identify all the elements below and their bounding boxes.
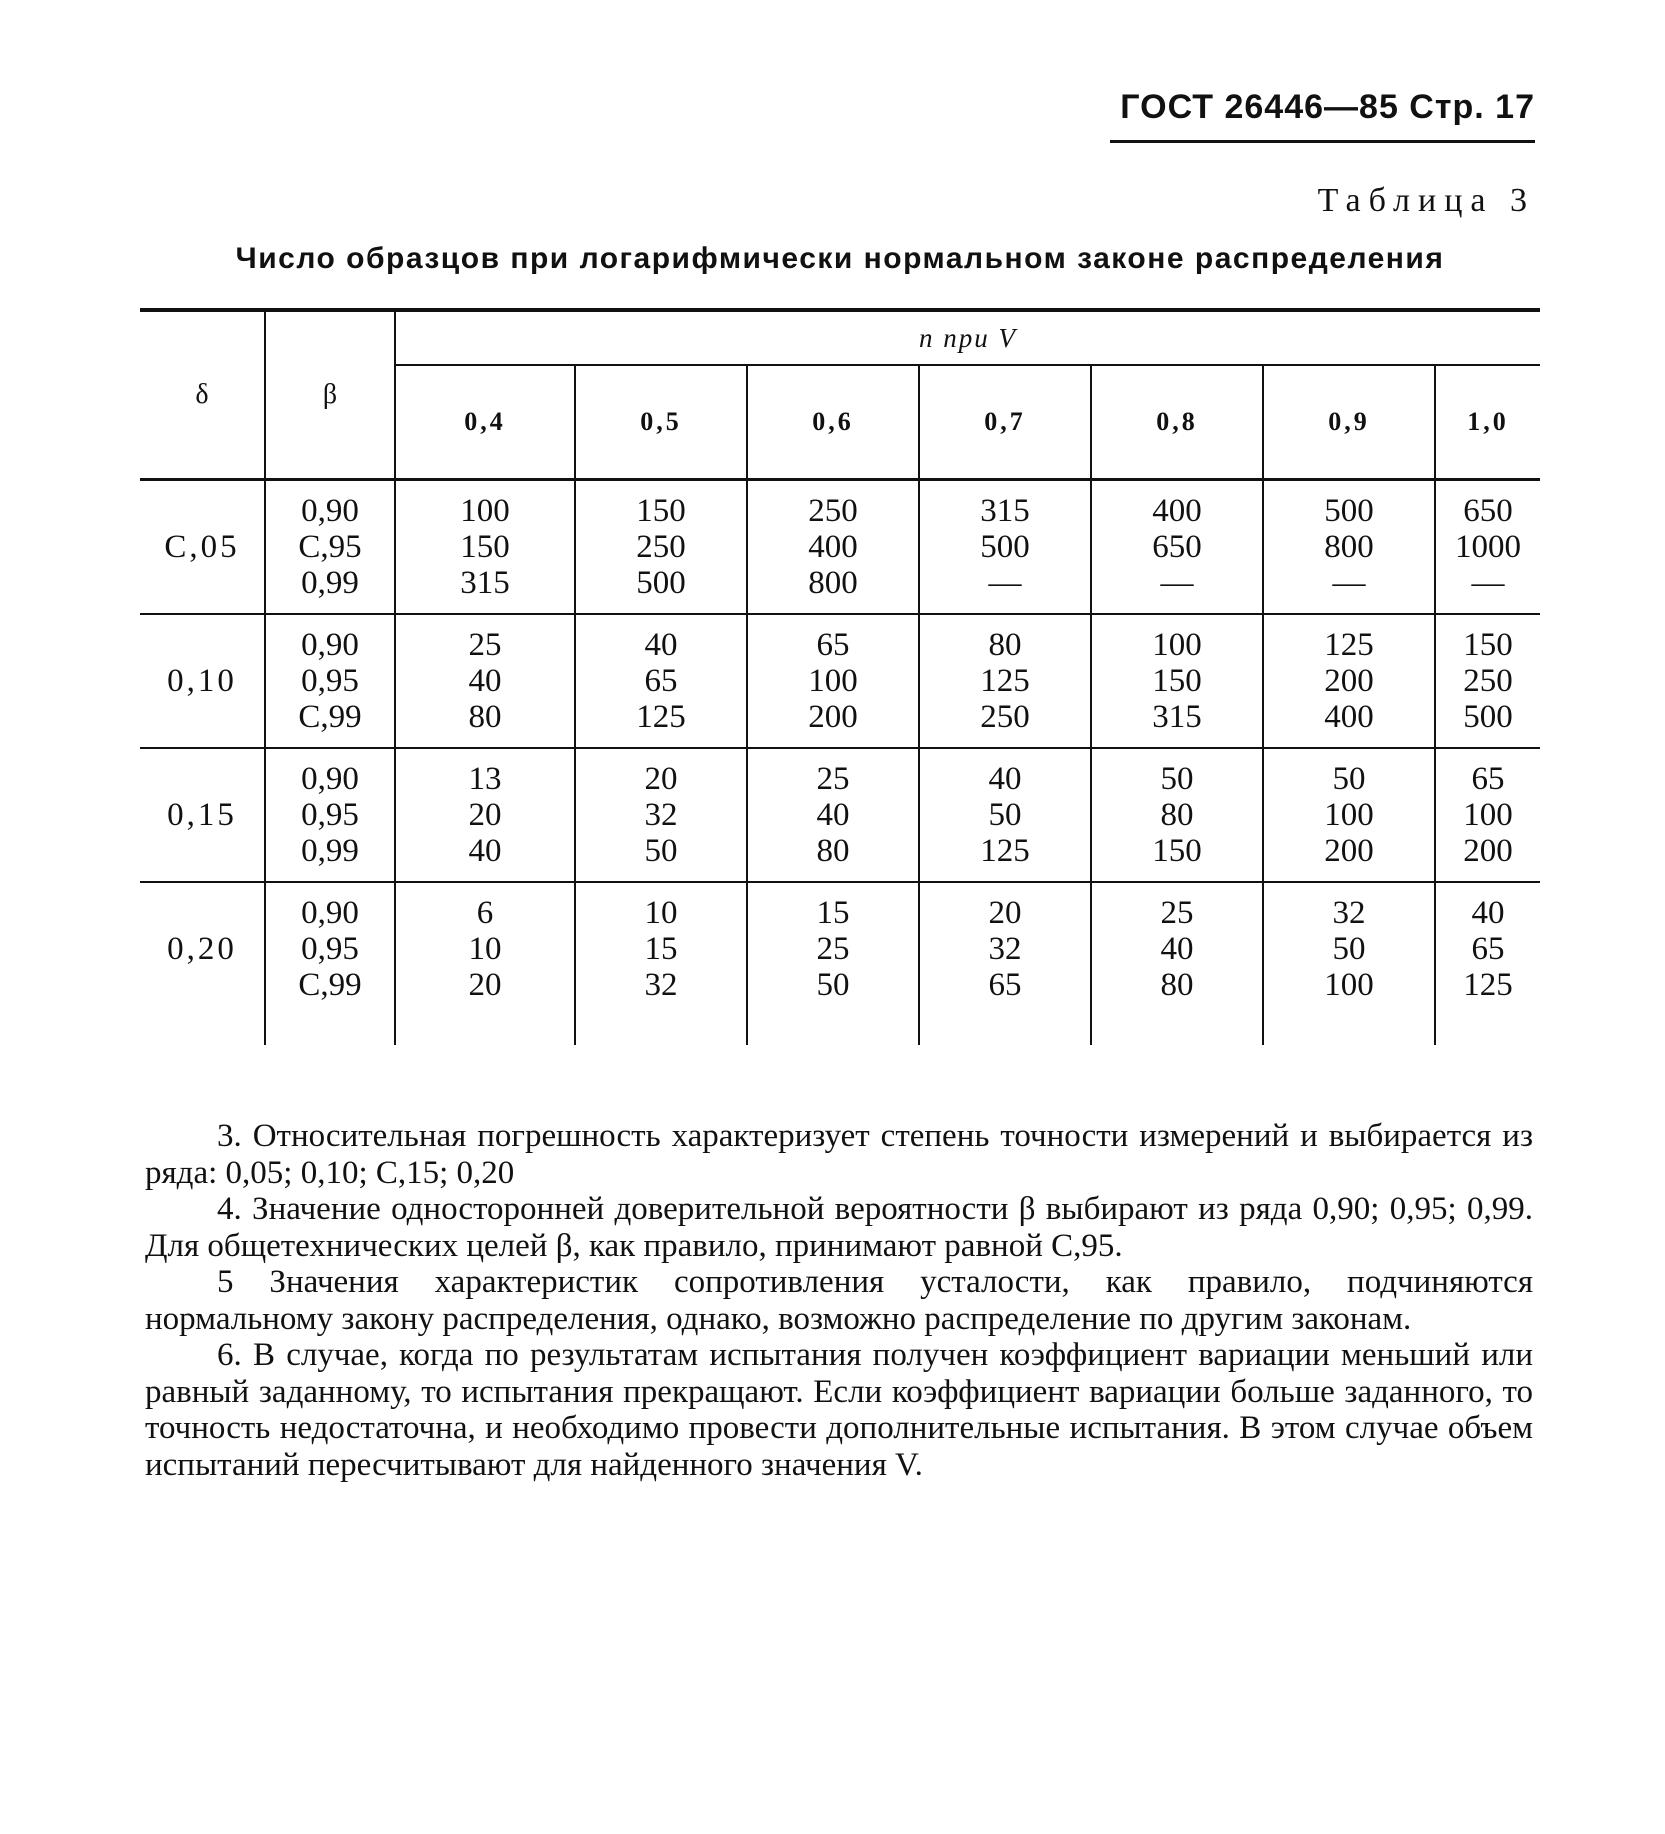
n-value: 15 (644, 931, 678, 967)
n-value: 200 (1324, 833, 1374, 869)
n-value: 100 (1324, 797, 1374, 833)
n-value: 400 (1324, 699, 1374, 735)
n-value: 50 (988, 797, 1022, 833)
n-value: 15 (816, 895, 850, 931)
beta-value: С,95 (298, 529, 362, 565)
n-cell (1091, 480, 1263, 615)
table-row (140, 614, 1540, 748)
n-cell (1091, 614, 1263, 748)
sample-count-table (140, 308, 1540, 1045)
n-value: 80 (988, 627, 1022, 663)
n-value: 65 (1471, 761, 1505, 797)
n-cell (1263, 614, 1435, 748)
n-cell (1263, 480, 1435, 615)
beta-value: 0,90 (301, 761, 359, 797)
n-value: 10 (468, 931, 502, 967)
n-value: 25 (816, 931, 850, 967)
n-value: 125 (636, 699, 686, 735)
n-cell (575, 480, 747, 615)
note-paragraph: 3. Относительная погрешность характеризует степень точности измерений и выбирается из ряда: 0,05; 0,10; С,15; 0,20 (145, 1118, 1533, 1191)
n-cell (575, 614, 747, 748)
beta-value: С,99 (298, 699, 362, 735)
header-rule (1110, 140, 1535, 143)
n-value: 200 (1463, 833, 1513, 869)
n-cell (575, 882, 747, 1045)
n-value: 10 (644, 895, 678, 931)
n-value: 40 (1471, 895, 1505, 931)
beta-cell (265, 614, 395, 748)
n-cell (1091, 748, 1263, 882)
v-header-cell: 0,9 (1263, 365, 1435, 480)
n-value: 40 (644, 627, 678, 663)
v-header-cell: 1,0 (1435, 365, 1540, 480)
n-value: 50 (816, 967, 850, 1003)
n-cell (1435, 748, 1540, 882)
n-value: 150 (460, 529, 510, 565)
n-value: 32 (988, 931, 1022, 967)
n-cell (747, 614, 919, 748)
n-value: 650 (1152, 529, 1202, 565)
notes (145, 1118, 1533, 1483)
n-value: 40 (816, 797, 850, 833)
beta-value: 0,90 (301, 493, 359, 529)
n-value: 20 (468, 967, 502, 1003)
n-value: 150 (1463, 627, 1513, 663)
n-cell (747, 882, 919, 1045)
n-cell (395, 480, 575, 615)
n-value: 65 (816, 627, 850, 663)
n-value: 32 (644, 797, 678, 833)
n-value: — (1471, 565, 1505, 601)
beta-value: С,99 (298, 967, 362, 1003)
v-header-cell: 0,5 (575, 365, 747, 480)
n-value: 800 (1324, 529, 1374, 565)
n-value: 315 (460, 565, 510, 601)
table-title: Число образцов при логарифмически нормальном законе распределения (235, 242, 1445, 275)
beta-value: 0,95 (301, 797, 359, 833)
n-value: 80 (1160, 967, 1194, 1003)
v-header-cell: 0,8 (1091, 365, 1263, 480)
table-row (140, 748, 1540, 882)
n-value: 32 (1332, 895, 1366, 931)
n-value: — (1332, 565, 1366, 601)
n-value: 315 (980, 493, 1030, 529)
n-cell (1091, 882, 1263, 1045)
n-value: 65 (1471, 931, 1505, 967)
beta-cell (265, 748, 395, 882)
n-value: — (988, 565, 1022, 601)
n-value: 250 (808, 493, 858, 529)
beta-cell (265, 882, 395, 1045)
delta-cell: 0,20 (167, 931, 237, 967)
beta-value: 0,99 (301, 565, 359, 601)
beta-cell (265, 480, 395, 615)
table-label: Таблица 3 (1317, 182, 1535, 219)
n-value: — (1160, 565, 1194, 601)
beta-value: 0,99 (301, 833, 359, 869)
n-cell (1435, 614, 1540, 748)
n-value: 80 (816, 833, 850, 869)
n-value: 150 (1152, 833, 1202, 869)
n-value: 100 (1463, 797, 1513, 833)
n-value: 800 (808, 565, 858, 601)
n-value: 125 (980, 833, 1030, 869)
n-value: 80 (1160, 797, 1194, 833)
n-cell (1435, 882, 1540, 1045)
beta-value: 0,95 (301, 931, 359, 967)
n-value: 65 (644, 663, 678, 699)
n-value: 100 (460, 493, 510, 529)
n-value: 200 (1324, 663, 1374, 699)
v-header-cell: 0,4 (395, 365, 575, 480)
beta-header: β (265, 310, 395, 480)
n-value: 250 (1463, 663, 1513, 699)
note-paragraph: 4. Значение односторонней доверительной вероятности β выбирают из ряда 0,90; 0,95; 0,99. Для общетехнических целей β, как правило, принимают равной С,95. (145, 1191, 1533, 1264)
n-cell (1263, 882, 1435, 1045)
n-cell (395, 614, 575, 748)
n-value: 500 (636, 565, 686, 601)
n-value: 100 (808, 663, 858, 699)
n-value: 6 (476, 895, 494, 931)
n-value: 650 (1463, 493, 1513, 529)
n-value: 40 (468, 833, 502, 869)
n-value: 1000 (1455, 529, 1521, 565)
n-value: 25 (468, 627, 502, 663)
n-cell (919, 882, 1091, 1045)
n-value: 500 (1463, 699, 1513, 735)
note-paragraph: 6. В случае, когда по результатам испытания получен коэффициент вариации меньший или равный заданному, то испытания прекращают. Если коэффициент вариации больше заданного, то точность недостаточна, и необходимо провести дополнительные испытания. В этом случае объем испытаний пересчитывают для найденного значения V. (145, 1337, 1533, 1483)
n-value: 40 (988, 761, 1022, 797)
n-cell (1263, 748, 1435, 882)
n-value: 13 (468, 761, 502, 797)
n-cell (747, 748, 919, 882)
n-cell (919, 614, 1091, 748)
delta-cell: С,05 (140, 480, 265, 615)
n-value: 20 (468, 797, 502, 833)
v-header-cell: 0,7 (919, 365, 1091, 480)
n-value: 250 (636, 529, 686, 565)
note-paragraph: 5 Значения характеристик сопротивления усталости, как правило, подчиняются нормальному закону распределения, однако, возможно распределение по другим законам. (145, 1264, 1533, 1337)
v-header-cell: 0,6 (747, 365, 919, 480)
n-value: 100 (1324, 967, 1374, 1003)
n-cell (919, 480, 1091, 615)
n-cell (747, 480, 919, 615)
n-value: 40 (1160, 931, 1194, 967)
beta-value: 0,90 (301, 627, 359, 663)
table-row (140, 882, 1540, 1045)
n-cell (1435, 480, 1540, 615)
n-value: 200 (808, 699, 858, 735)
n-value: 500 (1324, 493, 1374, 529)
n-value: 40 (468, 663, 502, 699)
n-value: 20 (644, 761, 678, 797)
n-value: 125 (1463, 967, 1513, 1003)
n-value: 32 (644, 967, 678, 1003)
n-cell (395, 882, 575, 1045)
table-body (140, 480, 1540, 1046)
n-value: 125 (1324, 627, 1374, 663)
n-at-v-header: n при V (395, 310, 1540, 365)
n-value: 100 (1152, 627, 1202, 663)
n-cell (395, 748, 575, 882)
beta-value: 0,95 (301, 663, 359, 699)
n-value: 500 (980, 529, 1030, 565)
n-value: 400 (1152, 493, 1202, 529)
n-value: 400 (808, 529, 858, 565)
n-value: 50 (1332, 931, 1366, 967)
n-value: 50 (1160, 761, 1194, 797)
n-value: 80 (468, 699, 502, 735)
beta-value: 0,90 (301, 895, 359, 931)
delta-cell: 0,15 (140, 748, 265, 882)
n-value: 20 (988, 895, 1022, 931)
n-value: 25 (1160, 895, 1194, 931)
n-value: 150 (1152, 663, 1202, 699)
n-cell (575, 748, 747, 882)
n-value: 150 (636, 493, 686, 529)
n-cell (919, 748, 1091, 882)
n-value: 315 (1152, 699, 1202, 735)
n-value: 125 (980, 663, 1030, 699)
delta-cell: 0,10 (140, 614, 265, 748)
page-header: ГОСТ 26446—85 Стр. 17 (1120, 88, 1535, 126)
n-value: 250 (980, 699, 1030, 735)
n-value: 50 (1332, 761, 1366, 797)
n-value: 25 (816, 761, 850, 797)
table-row (140, 480, 1540, 615)
delta-header: δ (140, 310, 265, 480)
n-value: 50 (644, 833, 678, 869)
n-value: 65 (988, 967, 1022, 1003)
